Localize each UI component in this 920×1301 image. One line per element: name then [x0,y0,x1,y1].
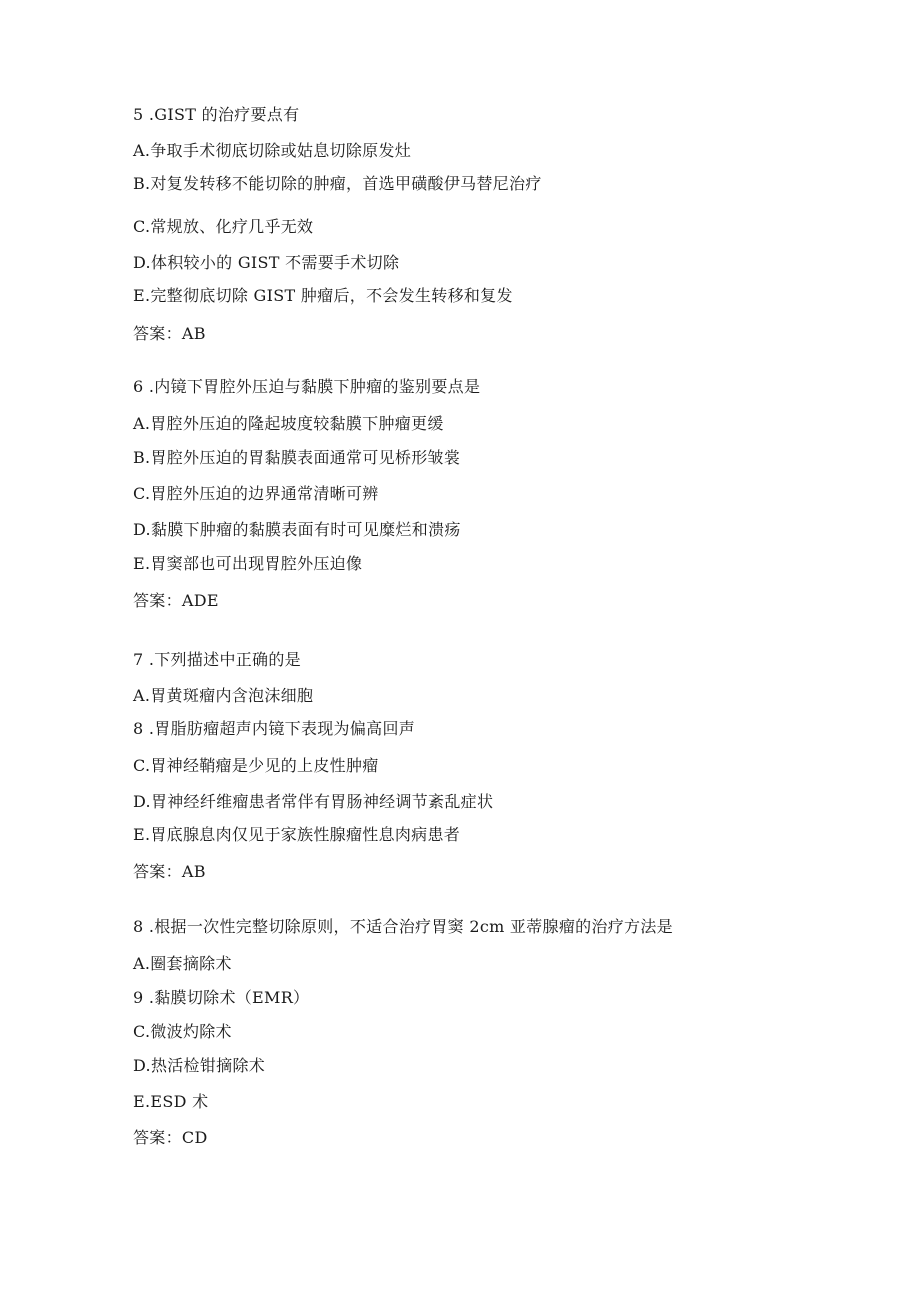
question-8-option-d: D.热活检钳摘除术 [133,1056,266,1075]
question-5-option-c: C.常规放、化疗几乎无效 [133,217,314,236]
question-6-stem: 6 .内镜下胃腔外压迫与黏膜下肿瘤的鉴别要点是 [133,377,481,396]
question-7-stem: 7 .下列描述中正确的是 [133,650,301,669]
question-7-option-c: C.胃神经鞘瘤是少见的上皮性肿瘤 [133,756,379,775]
question-6-option-d: D.黏膜下肿瘤的黏膜表面有时可见糜烂和溃疡 [133,520,461,539]
question-8-option-a: A.圈套摘除术 [133,954,232,973]
question-5-stem: 5 .GIST 的治疗要点有 [133,105,300,124]
question-8-option-e: E.ESD 术 [133,1092,209,1111]
question-5-answer: 答案：AB [133,324,206,343]
question-8-answer: 答案：CD [133,1128,208,1147]
question-6-option-b: B.胃腔外压迫的胃黏膜表面通常可见桥形皱裳 [133,448,461,467]
question-7-option-b: 8 .胃脂肪瘤超声内镜下表现为偏高回声 [133,719,416,738]
question-5-option-e: E.完整彻底切除 GIST 肿瘤后，不会发生转移和复发 [133,286,513,305]
question-8-option-b: 9 .黏膜切除术（EMR） [133,988,310,1007]
question-6-option-c: C.胃腔外压迫的边界通常清晰可辨 [133,484,379,503]
question-5-option-b: B.对复发转移不能切除的肿瘤，首选甲磺酸伊马替尼治疗 [133,174,542,193]
question-7-option-e: E.胃底腺息肉仅见于家族性腺瘤性息肉病患者 [133,825,461,844]
question-7-option-a: A.胃黄斑瘤内含泡沫细胞 [133,686,314,705]
question-6-answer: 答案：ADE [133,591,219,610]
question-6-option-a: A.胃腔外压迫的隆起坡度较黏膜下肿瘤更缓 [133,414,444,433]
question-5-option-a: A.争取手术彻底切除或姑息切除原发灶 [133,141,412,160]
question-8-stem: 8 .根据一次性完整切除原则，不适合治疗胃窦 2cm 亚蒂腺瘤的治疗方法是 [133,917,673,936]
question-8-option-c: C.微波灼除术 [133,1022,232,1041]
question-7-option-d: D.胃神经纤维瘤患者常伴有胃肠神经调节紊乱症状 [133,792,494,811]
question-7-answer: 答案：AB [133,862,206,881]
question-6-option-e: E.胃窦部也可出现胃腔外压迫像 [133,554,363,573]
question-5-option-d: D.体积较小的 GIST 不需要手术切除 [133,253,400,272]
